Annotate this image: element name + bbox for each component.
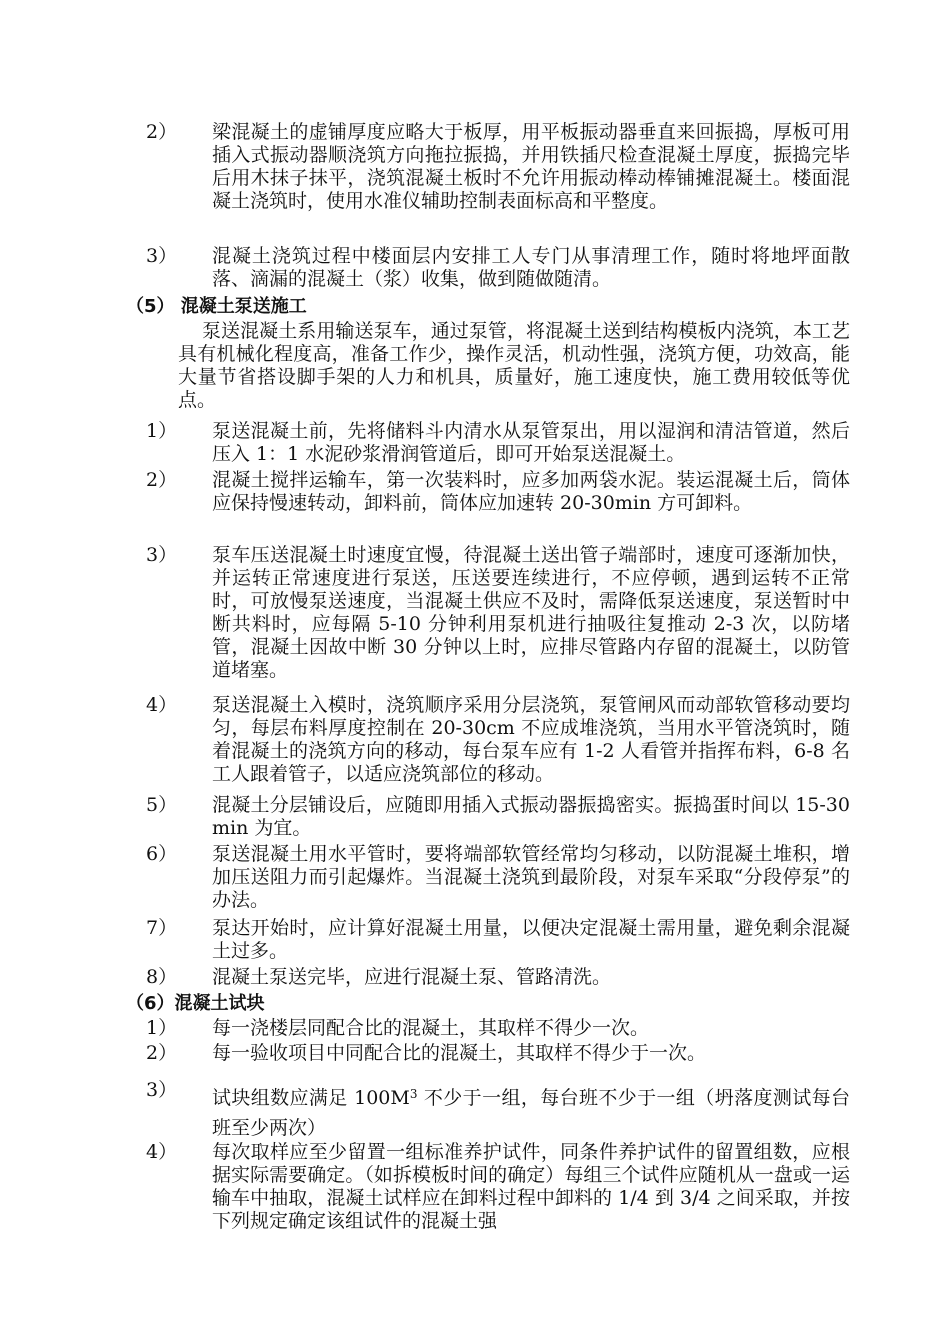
item-text-part: 不少于一组，每台班不少于一组（坍落度测试每台班至少两次）: [212, 1087, 850, 1139]
item-text: 混凝土浇筑过程中楼面层内安排工人专门从事清理工作，随时将地坪面散落、滴漏的混凝土（浆）收集，做到随做随清。: [212, 245, 850, 290]
item-text: 泵达开始时，应计算好混凝土用量，以便决定混凝土需用量，避免剩余混凝土过多。: [212, 917, 850, 962]
item-number: 2）: [146, 1042, 178, 1064]
item-text: 每次取样应至少留置一组标准养护试件，同条件养护试件的留置组数，应根据实际需要确定。（如拆模板时间的确定）每组三个试件应随机从一盘或一运输车中抽取，混凝土试样应在卸料过程中卸料的 1/4 到 3/4 之间采取，并按下列规定确定该组试件的混凝土强: [212, 1141, 850, 1232]
item-number: 1）: [146, 420, 178, 442]
item-text: 泵送混凝土入模时，浇筑顺序采用分层浇筑，泵管闸风而动部软管移动要均匀，每层布料厚度控制在 20-30cm 不应成堆浇筑，当用水平管浇筑时，随着混凝土的浇筑方向的移动，每台泵车应有 1-2 人看管并指挥布料，6-8 名工人跟着管子，以适应浇筑部位的移动。: [212, 694, 850, 785]
item-text: 泵车压送混凝土时速度宜慢，待混凝土送出管子端部时，速度可逐渐加快，并运转正常速度进行泵送，压送要连续进行，不应停顿，遇到运转不正常时，可放慢泵送速度，当混凝土供应不及时，需降低泵送速度，泵送暂时中断共料时，应每隔 5-10 分钟利用泵机进行抽吸往复推动 2-3 次，以防堵管，混凝土因故中断 30 分钟以上时，应排尽管路内存留的混凝土，以防管道堵塞。: [212, 544, 850, 681]
item-number: 8）: [146, 966, 178, 988]
section-heading: （6）混凝土试块: [126, 993, 265, 1014]
item-text: 泵送混凝土前，先将储料斗内清水从泵管泵出，用以湿润和清洁管道，然后压入 1：1 水泥砂浆滑润管道后，即可开始泵送混凝土。: [212, 420, 850, 465]
item-number: 2）: [146, 121, 178, 143]
item-number: 6）: [146, 843, 178, 865]
item-number: 5）: [146, 794, 178, 816]
item-text: 混凝土分层铺设后，应随即用插入式振动器振捣密实。振捣蛋时间以 15-30min 为宜。: [212, 794, 850, 839]
item-text: [212, 1079, 850, 1143]
item-text: 混凝土搅拌运输车，第一次装料时，应多加两袋水泥。装运混凝土后，筒体应保持慢速转动，卸料前，筒体应加速转 20-30min 方可卸料。: [212, 469, 850, 514]
item-number: 4）: [146, 694, 178, 716]
item-text-part: 试块组数应满足 100M: [212, 1087, 410, 1109]
section-heading: （5） 混凝土泵送施工: [126, 296, 307, 317]
item-number: 4）: [146, 1141, 178, 1163]
item-number: 7）: [146, 917, 178, 939]
item-text: 泵送混凝土用水平管时，要将端部软管经常均匀移动，以防混凝土堆积，增加压送阻力而引起爆炸。当混凝土浇筑到最阶段，对泵车采取“分段停泵”的办法。: [212, 843, 850, 911]
item-text: 梁混凝土的虚铺厚度应略大于板厚，用平板振动器垂直来回振捣，厚板可用插入式振动器顺浇筑方向拖拉振捣，并用铁插尺检查混凝土厚度，振捣完毕后用木抹子抹平，浇筑混凝土板时不允许用振动棒动棒铺摊混凝土。楼面混凝土浇筑时，使用水准仪辅助控制表面标高和平整度。: [212, 121, 850, 212]
section-intro: 泵送混凝土系用输送泵车，通过泵管，将混凝土送到结构模板内浇筑，本工艺具有机械化程度高，准备工作少，操作灵活，机动性强，浇筑方便，功效高，能大量节省搭设脚手架的人力和机具，质量好，施工速度快，施工费用较低等优点。: [178, 320, 850, 411]
item-text: 混凝土泵送完毕，应进行混凝土泵、管路清洗。: [212, 966, 612, 988]
item-text: 每一验收项目中同配合比的混凝土，其取样不得少于一次。: [212, 1042, 707, 1064]
item-number: 3）: [146, 544, 178, 566]
item-text: 每一浇楼层同配合比的混凝土，其取样不得少一次。: [212, 1017, 650, 1039]
item-number: 3）: [146, 1079, 178, 1101]
item-number: 3）: [146, 245, 178, 267]
superscript: 3: [409, 1087, 418, 1101]
item-number: 2）: [146, 469, 178, 491]
item-number: 1）: [146, 1017, 178, 1039]
